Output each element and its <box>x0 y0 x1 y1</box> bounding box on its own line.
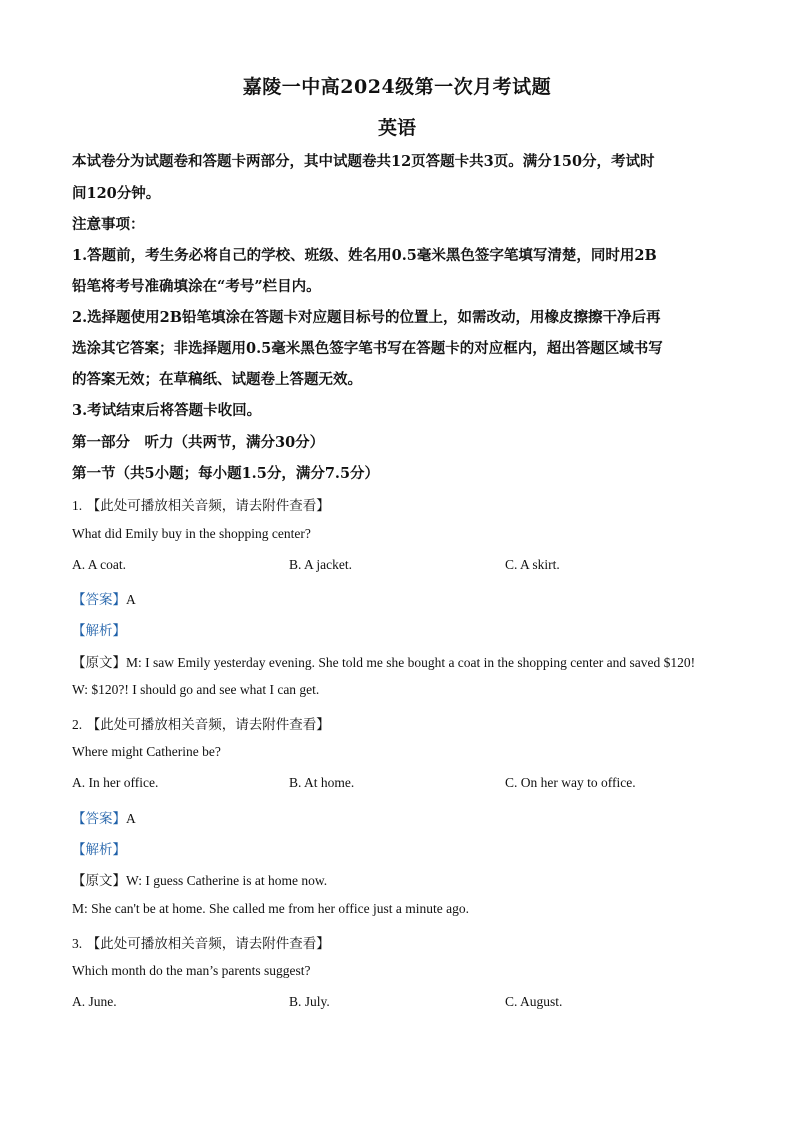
question-2-text: Where might Catherine be? <box>72 744 221 759</box>
question-2-option-a: A. In her office. <box>72 775 159 790</box>
note-2-line-1: 2.选择题使用2B铅笔填涂在答题卡对应题目标号的位置上，如需改动，用橡皮擦擦干净后再 <box>72 309 661 326</box>
question-2-original-line-2: M: She can't be at home. She called me from her office just a minute ago. <box>72 901 469 916</box>
note-3: 3.考试结束后将答题卡收回。 <box>72 402 262 419</box>
part1-heading: 第一部分 听力（共两节，满分30分） <box>72 434 325 451</box>
note-1-line-1: 1.答题前，考生务必将自己的学校、班级、姓名用0.5毫米黑色签字笔填写清楚，同时用2B <box>72 247 657 264</box>
section1-heading: 第一节（共5小题；每小题1.5分，满分7.5分） <box>72 465 380 482</box>
question-1-text: What did Emily buy in the shopping center? <box>72 526 311 541</box>
intro-line-1: 本试卷分为试题卷和答题卡两部分，其中试题卷共12页答题卡共3页。满分150分，考试时 <box>72 153 655 170</box>
question-number: 2. <box>72 717 83 732</box>
answer-tag: 【答案】 <box>72 811 126 827</box>
original-text: M: I saw Emily yesterday evening. She told me she bought a coat in the shopping center and saved $120! <box>126 655 696 670</box>
question-1-header <box>72 494 330 514</box>
note-1-line-2: 铅笔将考号准确填涂在“考号”栏目内。 <box>72 278 321 295</box>
audio-note[interactable]: 【此处可播放相关音频，请去附件查看】 <box>86 498 330 514</box>
answer-tag: 【答案】 <box>72 592 126 608</box>
question-3-header <box>72 932 330 952</box>
answer-value: A <box>126 592 136 607</box>
audio-note[interactable]: 【此处可播放相关音频，请去附件查看】 <box>86 717 330 733</box>
question-3-option-b: B. July. <box>289 994 330 1009</box>
question-2-answer <box>72 807 136 827</box>
notes-heading: 注意事项： <box>72 216 145 233</box>
audio-note[interactable]: 【此处可播放相关音频，请去附件查看】 <box>86 936 330 952</box>
question-2-analysis <box>72 838 126 858</box>
question-2-option-b: B. At home. <box>289 775 355 790</box>
question-1-original-line-2: W: $120?! I should go and see what I can get. <box>72 682 320 697</box>
question-3-option-a: A. June. <box>72 994 117 1009</box>
original-tag: 【原文】 <box>72 873 126 889</box>
question-3-text: Which month do the man’s parents suggest? <box>72 963 311 978</box>
question-1-analysis <box>72 619 126 639</box>
analysis-tag: 【解析】 <box>72 842 126 858</box>
note-2-line-2: 选涂其它答案；非选择题用0.5毫米黑色签字笔书写在答题卡的对应框内，超出答题区域书写 <box>72 340 663 357</box>
answer-value: A <box>126 811 136 826</box>
question-number: 1. <box>72 498 83 513</box>
question-2-header <box>72 713 330 733</box>
question-1-option-c: C. A skirt. <box>505 557 560 572</box>
intro-line-2: 间120分钟。 <box>72 185 161 202</box>
exam-subject: 英语 <box>377 117 416 139</box>
question-1-option-b: B. A jacket. <box>289 557 352 572</box>
question-3-option-c: C. August. <box>505 994 563 1009</box>
question-1-original-line-1 <box>72 651 695 671</box>
question-number: 3. <box>72 936 83 951</box>
question-1-answer <box>72 588 136 608</box>
original-text: W: I guess Catherine is at home now. <box>126 873 328 888</box>
original-tag: 【原文】 <box>72 655 126 671</box>
question-1-option-a: A. A coat. <box>72 557 126 572</box>
note-2-line-3: 的答案无效；在草稿纸、试题卷上答题无效。 <box>72 371 362 388</box>
exam-title: 嘉陵一中高2024级第一次月考试题 <box>242 76 552 98</box>
analysis-tag: 【解析】 <box>72 623 126 639</box>
question-2-original-line-1 <box>72 869 327 889</box>
question-2-option-c: C. On her way to office. <box>505 775 636 790</box>
